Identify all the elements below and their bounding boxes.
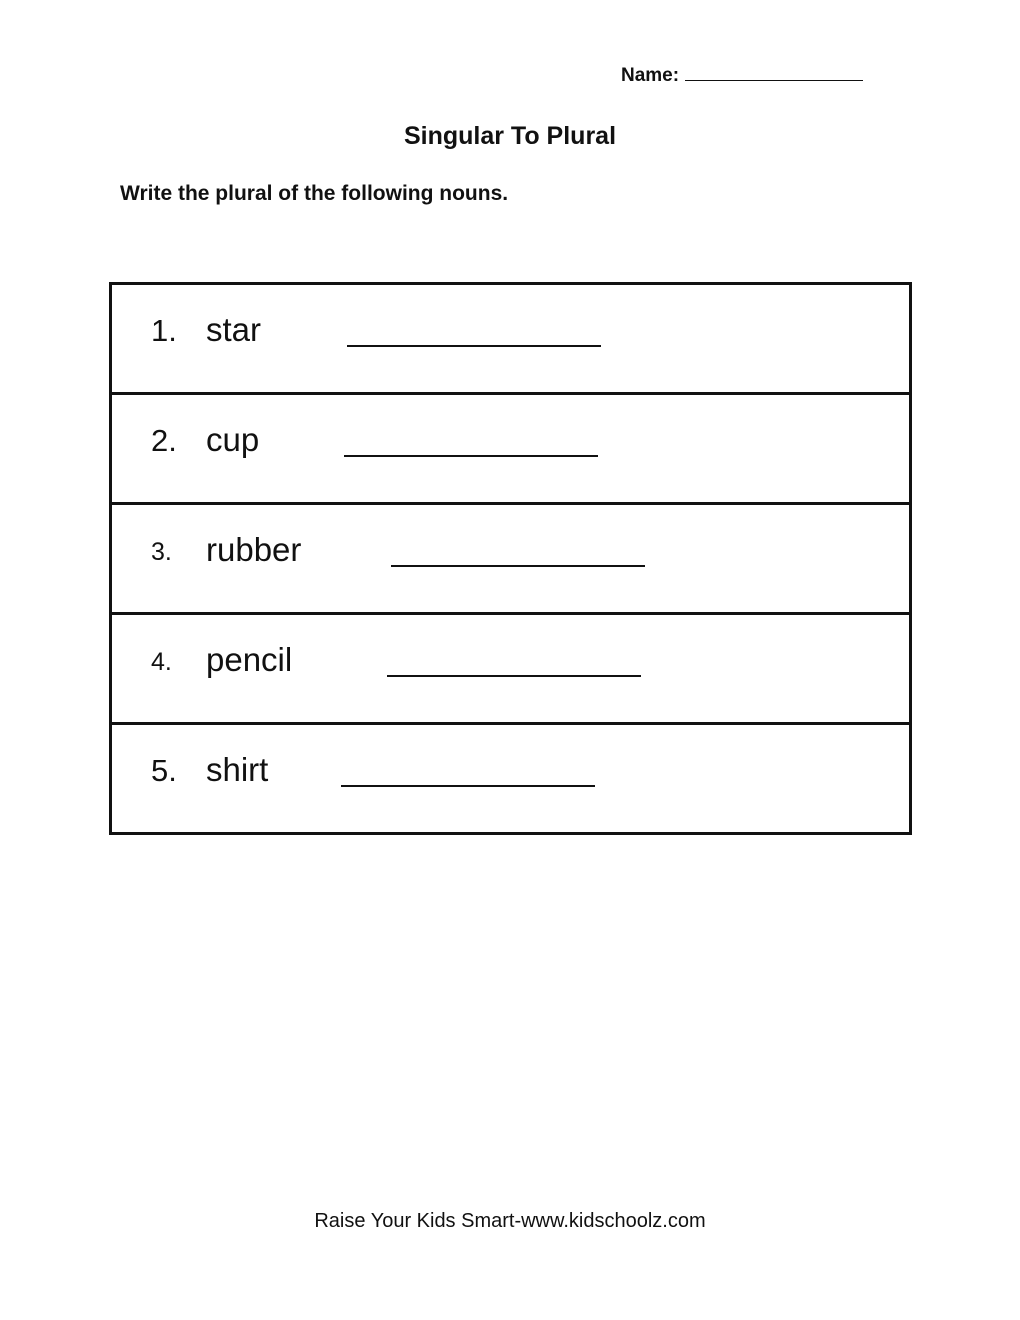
name-field[interactable] bbox=[621, 62, 863, 87]
answer-blank[interactable] bbox=[387, 675, 641, 677]
answer-blank[interactable] bbox=[344, 455, 598, 457]
item-word: star bbox=[206, 311, 262, 348]
answer-blank[interactable] bbox=[347, 345, 601, 347]
item-number: 2. bbox=[151, 423, 177, 458]
table-row bbox=[112, 725, 909, 832]
worksheet-title: Singular To Plural bbox=[403, 122, 617, 150]
table-row bbox=[112, 285, 909, 395]
instructions: Write the plural of the following nouns. bbox=[120, 182, 509, 205]
item-number: 3. bbox=[151, 538, 172, 566]
table-row bbox=[112, 615, 909, 725]
answer-blank[interactable] bbox=[391, 565, 645, 567]
name-blank-line[interactable] bbox=[685, 62, 863, 81]
table-row bbox=[112, 395, 909, 505]
name-label: Name: bbox=[621, 65, 680, 86]
item-word: rubber bbox=[206, 531, 302, 568]
item-number: 1. bbox=[151, 313, 177, 348]
item-number: 4. bbox=[151, 648, 172, 676]
nouns-table bbox=[109, 282, 912, 835]
item-word: shirt bbox=[206, 751, 269, 788]
item-word: cup bbox=[206, 421, 260, 458]
answer-blank[interactable] bbox=[341, 785, 595, 787]
footer-credit: Raise Your Kids Smart-www.kidschoolz.com bbox=[314, 1210, 706, 1232]
item-number: 5. bbox=[151, 753, 177, 788]
table-row bbox=[112, 505, 909, 615]
item-word: pencil bbox=[206, 641, 293, 678]
